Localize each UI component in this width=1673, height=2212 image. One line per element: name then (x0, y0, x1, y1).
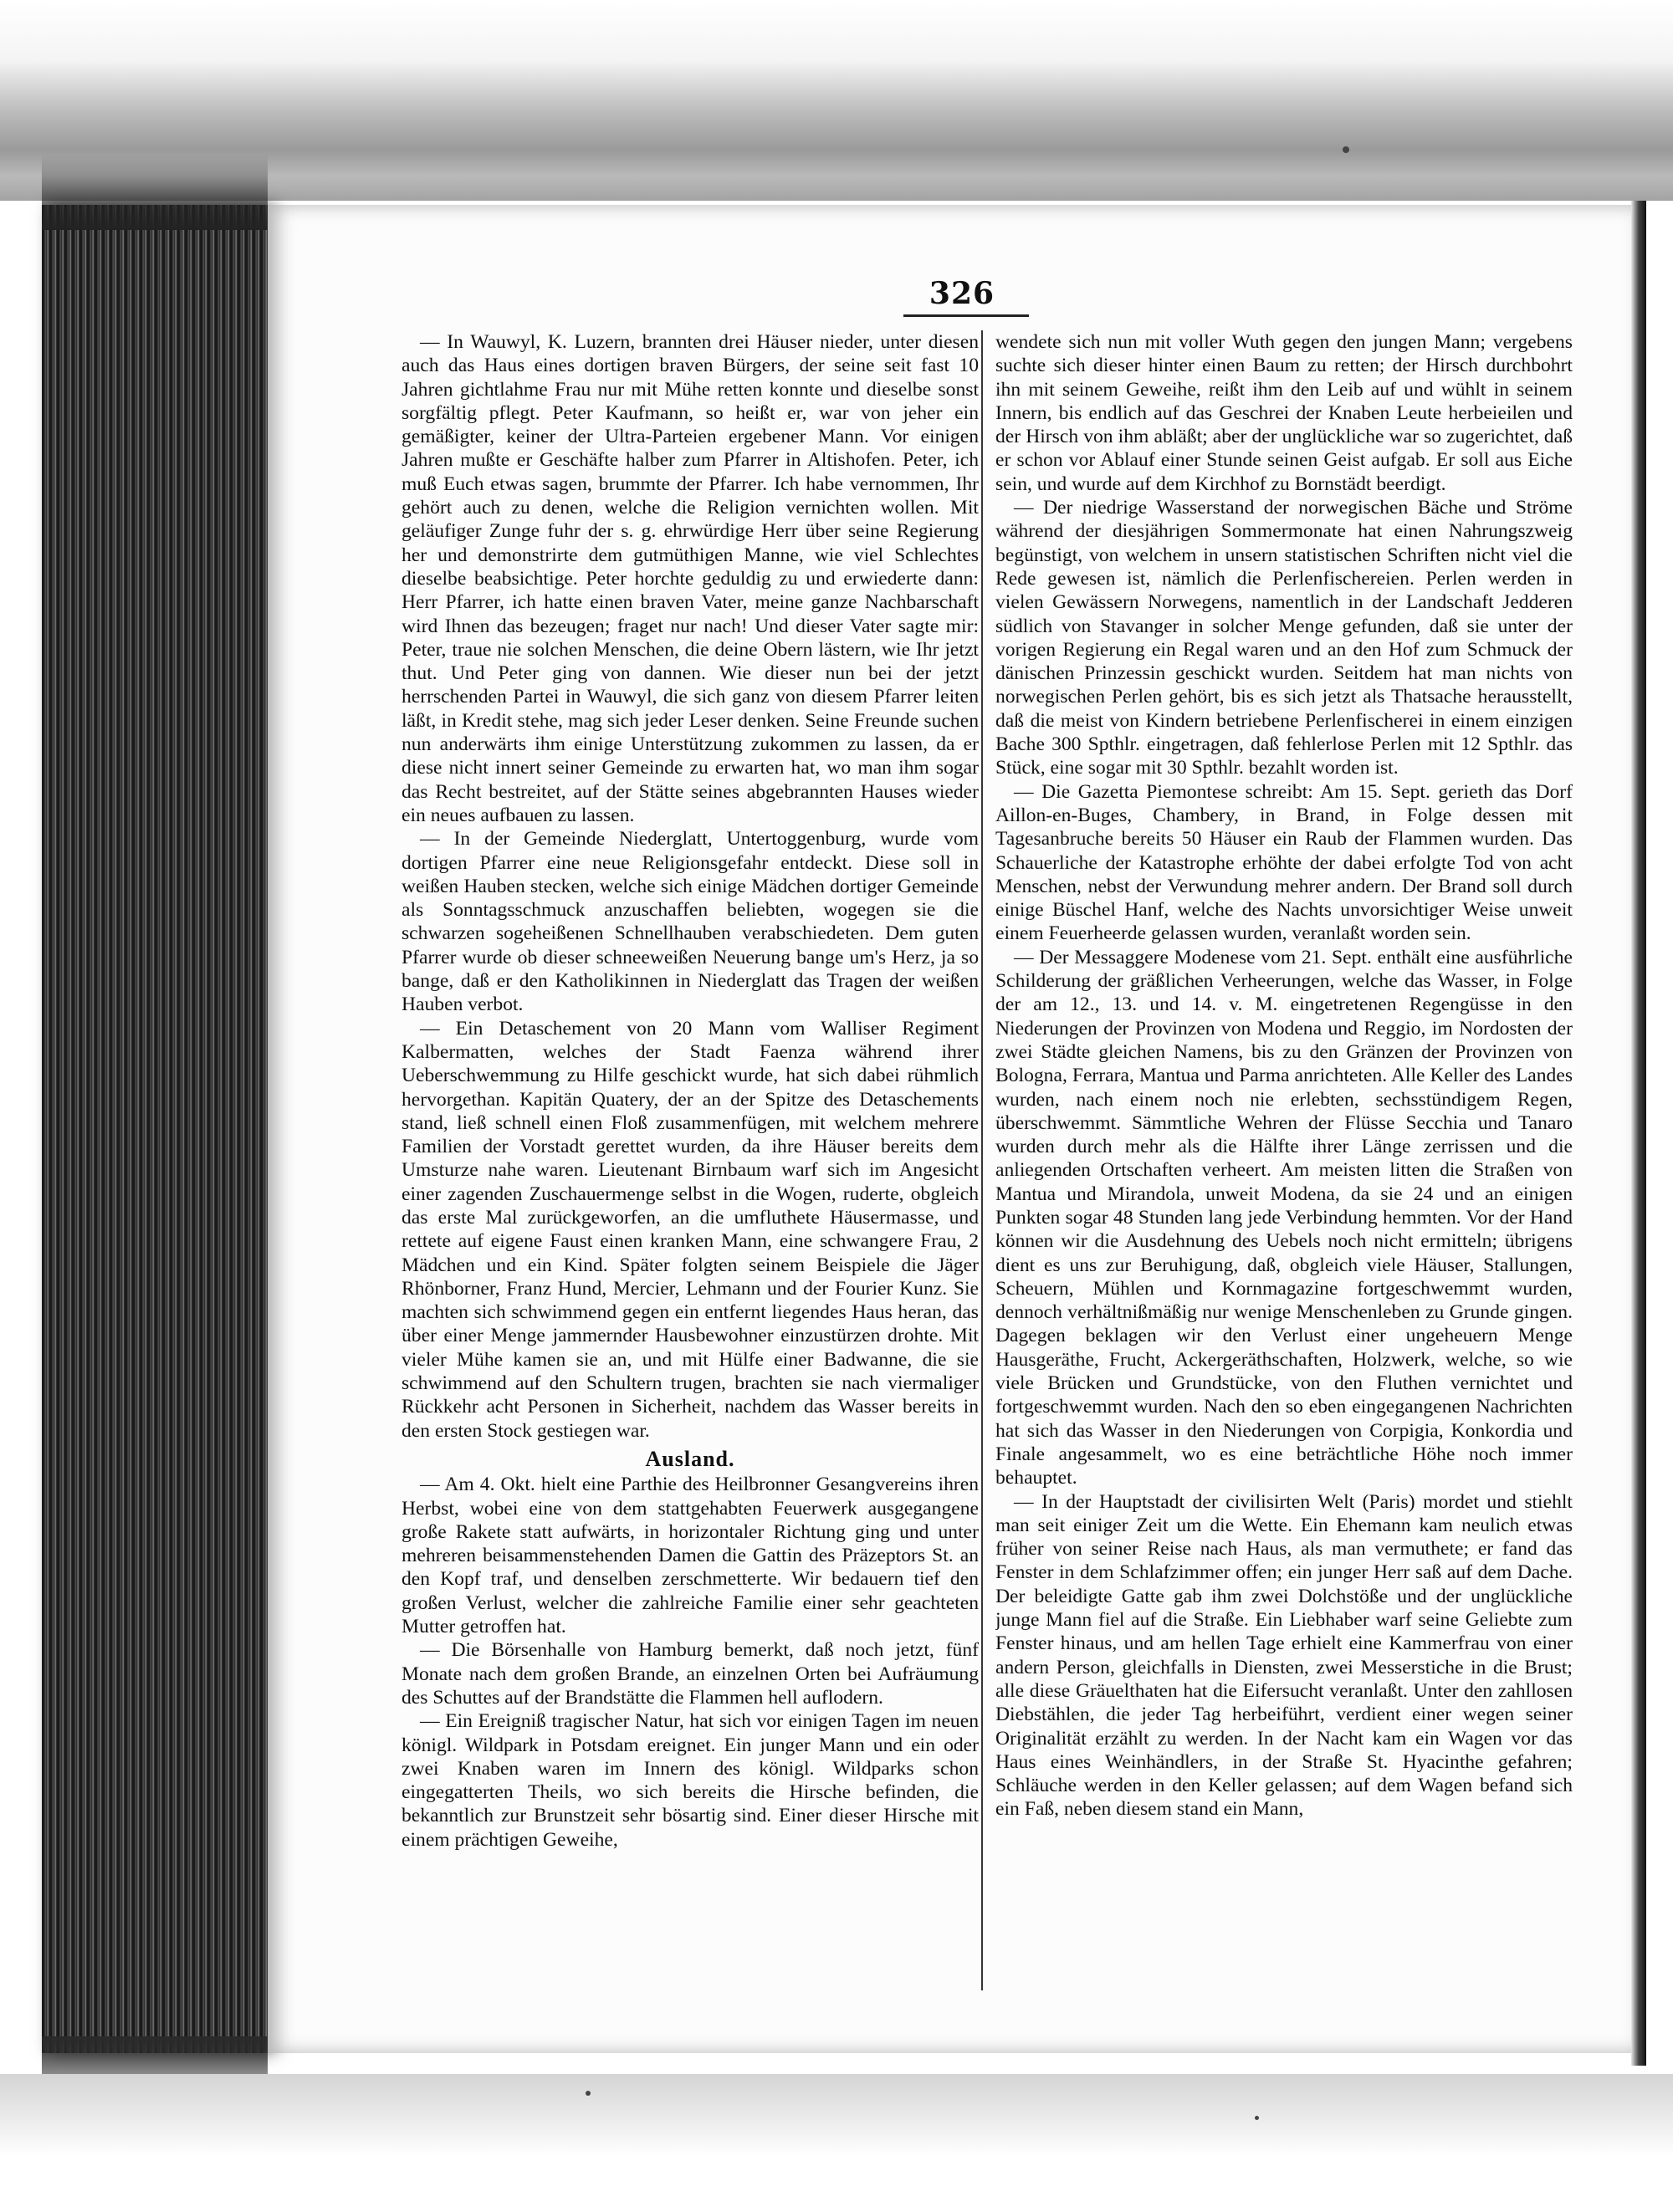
article-gazetta-piemontese: — Die Gazetta Piemontese schreibt: Am 15. Sept. gerieth das Dorf Aillon-en-Buges, Chambery, in Brand, in Folge dessen mit Tagesanbruche bereits 50 Häuser ein Raub der Flammen wurden. Das Schauerliche der Katastrophe erhöhte der dabei erfolgte Tod von acht Menschen, nebst der Verwundung mehrer andern. Der Brand soll durch einige Büschel Hanf, welche des Nachts unvorsichtiger Weise unweit einem Feuerheerde gelassen wurden, veranlaßt worden sein. (995, 780, 1573, 945)
article-niederglatt: — In der Gemeinde Niederglatt, Untertoggenburg, wurde vom dortigen Pfarrer eine neue Religionsgefahr entdeckt. Diese soll in weißen Hauben stecken, welche sich einige Mädchen dortiger Gemeinde als Sonntagsschmuck anzuschaffen beliebten, wogegen sie die schwarzen sogeheißenen Schnellhauben verabschiedeten. Dem guten Pfarrer wurde ob dieser schneeweißen Neuerung bange um's Herz, ja so bange, daß er den Katholikinnen in Niederglatt das Tragen der weißen Hauben verbot. (402, 828, 979, 1016)
article-faenza: — Ein Detaschement von 20 Mann vom Walliser Regiment Kalbermatten, welches der Stadt Faenza während ihrer Ueberschwemmung zu Hilfe geschickt wurde, hat sich dabei rühmlich hervorgethan. Kapitän Quatery, der an der Spitze des Detaschements stand, ließ schnell einen Floß zusammenfügen, mit welchem mehrere Familien der Vorstadt gerettet wurden, da ihre Häuser bereits dem Umsturze nahe waren. Lieutenant Birnbaum warf sich im Angesicht einer zagenden Zuschauermenge selbst in die Wogen, ruderte, obgleich das erste Mal zurückgeworfen, an die umfluthete Häusermasse, und rettete auf eigene Faust einen kranken Mann, eine schwangere Frau, 2 Mädchen und ein Kind. Später folgten seinem Beispiele die Jäger Rhönborner, Franz Hund, Mercier, Lehmann und der Fourier Kunz. Sie machten sich schwimmend gegen ein entfernt liegendes Haus heran, das über einer Menge jammernder Hausbewohner einzustürzen drohte. Mit vieler Mühe kamen sie an, und mit Hülfe einer Badwanne, die sie schwimmend auf den Schultern trugen, brachten sie nach viermaliger Rückkehr acht Personen in Sicherheit, nachdem das Wasser bereits in den ersten Stock gestiegen war. (402, 1017, 979, 1442)
scan-background-bottom (0, 2074, 1673, 2212)
scan-speck (1343, 146, 1349, 153)
book-right-edge (1631, 201, 1646, 2066)
left-column (402, 330, 979, 1990)
column-divider (981, 330, 983, 1990)
book-page-edges (42, 205, 268, 2053)
article-paris: — In der Hauptstadt der civilisirten Welt (Paris) mordet und stiehlt man seit einiger Zeit um die Wette. Ein Ehemann kam neulich etwas früher von seiner Reise nach Haus, als man vermuthete; er fand das Fenster in dem Schlafzimmer offen; ein junger Herr saß auf dem Dache. Der beleidigte Gatte gab ihm zwei Dolchstöße und der unglückliche junge Mann fiel auf die Straße. Ein Liebhaber warf seine Geliebte zum Fenster hinaus, und am hellen Tage erhielt eine Kammerfrau von einer andern Person, gleichfalls in Diensten, zwei Messerstiche in die Brust; alle diese Gräuelthaten hat die Eifersucht veranlaßt. Unter den zahllosen Diebstählen, die jeder Tag herbeiführt, verdient einer wegen seiner Originalität erzählt zu werden. In der Nacht kam ein Wagen vor das Haus eines Weinhändlers, in der Straße St. Hyacinthe gefahren; Schläuche werden in den Keller gelassen; auf dem Wagen befand sich ein Faß, neben diesem stand ein Mann, (995, 1490, 1573, 1821)
article-wauwyl: — In Wauwyl, K. Luzern, brannten drei Häuser nieder, unter diesen auch das Haus eines dortigen braven Bürgers, der seine seit fast 10 Jahren gichtlahme Frau nur mit Mühe retten konnte und dieselbe sonst sorgfältig pflegt. Peter Kaufmann, so heißt er, war von jeher ein gemäßigter, keiner der Ultra-Parteien ergebener Mann. Vor einigen Jahren mußte er Geschäfte halber zum Pfarrer in Altishofen. Peter, ich muß Euch etwas sagen, brummte der Pfarrer. Ich habe vernommen, Ihr gehört auch zu denen, welche die Religion vernichten wollen. Mit geläufiger Zunge fuhr der s. g. ehrwürdige Herr über seine Regierung her und demonstrirte dem gutmüthigen Manne, wie viel Schlechtes dieselbe beabsichtige. Peter horchte geduldig zu und erwiederte dann: Herr Pfarrer, ich hatte einen braven Vater, meine ganze Nachbarschaft wird Ihnen das bezeugen; fraget nur nach! Und dieser Vater sagte mir: Peter, traue nie solchen Menschen, die deine Obern lästern, wie Ihr jetzt thut. Und Peter ging von dannen. Wie dieser nun bei der jetzt herrschenden Partei in Wauwyl, die sich ganz von diesem Pfarrer leiten läßt, in Kredit stehe, mag sich jeder Leser denken. Seine Freunde suchen nun anderwärts ihm einige Unterstützung zukommen zu lassen, da er diese nicht innert seiner Gemeinde zu erwarten hat, wo man ihm sogar das Recht bestreitet, auf der Stätte seines abgebrannten Hauses wieder ein neues aufbauen zu lassen. (402, 331, 979, 826)
article-norway-pearls: — Der niedrige Wasserstand der norwegischen Bäche und Ströme während der diesjährigen Sommermonate hat einen Nahrungszweig begünstigt, von welchem in unsern statistischen Schriften nicht viel die Rede gewesen ist, nämlich die Perlenfischereien. Perlen werden in vielen Gewässern Norwegens, namentlich in der Landschaft Jedderen südlich von Stavanger in solcher Menge gefunden, daß sie unter der vorigen Regierung ein Regal waren und an den Hof zum Schmuck der dänischen Prinzessin geschickt wurden. Seitdem hat man nichts von norwegischen Perlen gehört, bis es sich jetzt als Thatsache herausstellt, daß die meist von Kindern betriebene Perlenfischerei in einem einzigen Bache 300 Spthlr. eingetragen, daß fehlerlose Perlen mit 12 Spthlr. das Stück, eine sogar mit 30 Spthlr. bezahlt worden ist. (995, 497, 1573, 779)
right-column (995, 330, 1573, 1990)
article-messaggere-modenese: — Der Messaggere Modenese vom 21. Sept. enthält eine ausführliche Schilderung der gräßlichen Verheerungen, welche das Wasser, in Folge der am 12., 13. und 14. v. M. eingetretenen Regengüsse in den Niederungen der Provinzen von Modena und Reggio, im Nordosten der zwei Städte gleichen Namens, bis zu den Gränzen der Provinzen von Bologna, Ferrara, Mantua und Parma anrichteten. Alle Keller des Landes wurden, nach einem noch nie erlebten, sechsstündigem Regen, überschwemmt. Sämmtliche Wehren der Flüsse Secchia und Tanaro wurden durch mehr als die Hälfte ihrer Länge zerrissen und die anliegenden Ortschaften verheert. Am meisten litten die Straßen von Mantua und Mirandola, unweit Modena, da sie 24 und an einigen Punkten sogar 48 Stunden lang jede Verbindung hemmten. Vor der Hand können wir die Ausdehnung des Uebels noch nicht ermitteln; übrigens dient es uns zur Beruhigung, daß, obgleich viele Häuser, Stallungen, Scheuern, Mühlen und Kornmagazine fortgeschwemmt wurden, dennoch verhältnißmäßig nur wenige Menschenleben zu Grunde gingen. Dagegen beklagen wir den Verlust einer ungeheuern Menge Hausgeräthe, Frucht, Ackergeräthschaften, Holzwerk, welche, so wie viele Brücken und Grundstücke, von den Fluthen vernichtet und fortgeschwemmt wurden. Nach den so eben eingegangenen Nachrichten hat sich das Wasser in den Niederungen von Corpigia, Konkordia und Finale angesammelt, wo es eine beträchtliche Höhe noch immer behauptet. (995, 946, 1573, 1489)
article-potsdam-continued: wendete sich nun mit voller Wuth gegen den jungen Mann; vergebens suchte sich dieser hinter einen Baum zu retten; der Hirsch durchbohrt ihn mit seinem Geweihe, reißt ihm den Leib auf und wühlt in seinem Innern, bis endlich auf das Geschrei der Knaben Leute herbeieilen und der Hirsch von ihm abläßt; aber der unglückliche war so zugerichtet, daß er schon vor Ablauf einer Stunde seinen Geist aufgab. Er soll aus Eiche sein, und wurde auf dem Kirchhof zu Bornstädt beerdigt. (995, 331, 1573, 495)
page-number-rule (903, 314, 1029, 317)
scan-speck (1255, 2116, 1259, 2120)
article-hamburg: — Die Börsenhalle von Hamburg bemerkt, daß noch jetzt, fünf Monate nach dem großen Brande, an einzelnen Orten bei Aufräumung des Schuttes auf der Brandstätte die Flammen hell auflodern. (402, 1639, 979, 1709)
scan-speck (586, 2091, 591, 2096)
section-heading-ausland: Ausland. (645, 1446, 735, 1471)
page-number: 326 (929, 276, 995, 311)
article-potsdam: — Ein Ereigniß tragischer Natur, hat sich vor einigen Tagen im neuen königl. Wildpark in Potsdam ereignet. Ein junger Mann und ein oder zwei Knaben waren im Innern des königl. Wildparks schon eingegatterten Theils, wo sich bereits die Hirsche befinden, die bekanntlich zur Brunstzeit sehr bösartig sind. Einer dieser Hirsche mit einem prächtigen Geweihe, (402, 1710, 979, 1851)
article-heilbronn: — Am 4. Okt. hielt eine Parthie des Heilbronner Gesangvereins ihren Herbst, wobei eine von dem stattgehabten Feuerwerk ausgegangene große Rakete statt aufwärts, in horizontaler Richtung ging und unter mehreren beisammenstehenden Damen die Gattin des Präzeptors St. an den Kopf traf, und denselben zerschmetterte. Wir bedauern tief den großen Verlust, welcher die zahlreiche Familie einer sehr geachteten Mutter getroffen hat. (402, 1474, 979, 1638)
